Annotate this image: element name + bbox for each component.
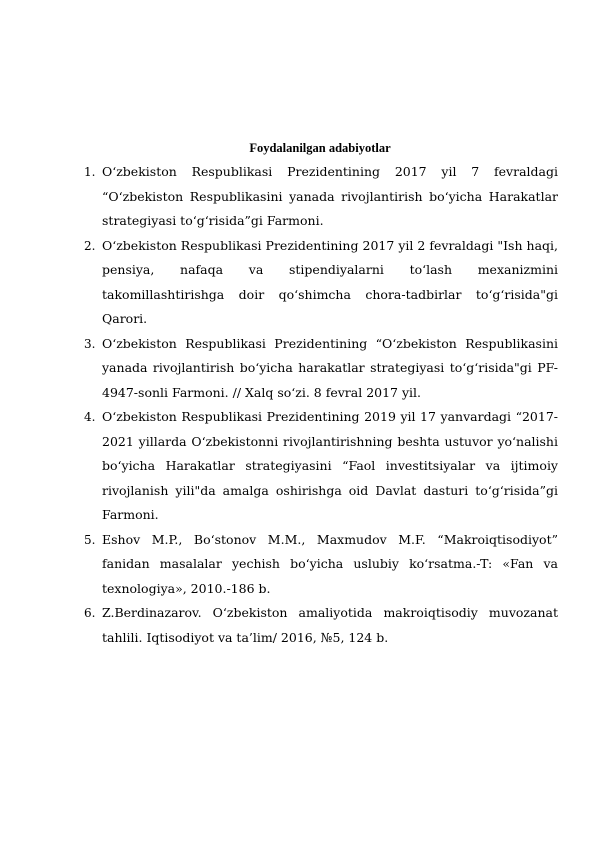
reference-number: 1. — [84, 165, 96, 179]
reference-number: 6. — [84, 606, 96, 620]
reference-item — [0, 234, 595, 332]
reference-text: Z.Berdinazarov. O‘zbekiston amaliyotida makroiqtisodiy muvozanat tahlili. Iqtisodiyot va ta’lim/ 2016, №5, 124 b. — [102, 605, 558, 645]
reference-item — [0, 160, 595, 234]
reference-number: 2. — [84, 238, 96, 253]
reference-text: O‘zbekiston Respublikasi Prezidentining 2017 yil 2 fevraldagi "Ish haqi, pensiya, nafaqa va stipendiyalarni to‘lash mexanizmini takomillashtirishga doir qo‘shimcha chora-tadbirlar to‘g‘risida"gi Qarori. — [102, 237, 558, 326]
references-heading: Foydalanilgan adabiyotlar — [249, 141, 391, 155]
reference-text: O‘zbekiston Respublikasi Prezidentining 2019 yil 17 yanvardagi “2017-2021 yillarda O‘zbekistonni rivojlantirishning beshta ustuvor yo‘nalishi bo‘yicha Harakatlar strategiyasini “Faol investitsiyalar va ijtimoiy rivojlanish yili"da amalga oshirishga oid Davlat dasturi to‘g‘risida”gi Farmoni. — [102, 409, 558, 522]
reference-item — [0, 601, 595, 650]
reference-item — [0, 332, 595, 406]
reference-number: 4. — [84, 410, 96, 424]
reference-number: 3. — [84, 336, 96, 351]
reference-item — [0, 405, 595, 528]
reference-item — [0, 528, 595, 602]
reference-text: O‘zbekiston Respublikasi Prezidentining “O‘zbekiston Respublikasini yanada rivojlantirish bo‘yicha harakatlar strategiyasi to‘g‘risida"gi PF-4947-sonli Farmoni. // Xalq so‘zi. 8 fevral 2017 yil. — [102, 335, 558, 400]
reference-text: Eshov M.P., Bo‘stonov M.M., Maxmudov M.F. “Makroiqtisodiyot” fanidan masalalar yechish bo‘yicha uslubiy ko‘rsatma.-T: «Fan va texnologiya», 2010.-186 b. — [102, 531, 558, 596]
reference-number: 5. — [84, 532, 96, 547]
references-list — [0, 160, 595, 650]
reference-text: O‘zbekiston Respublikasi Prezidentining 2017 yil 7 fevraldagi “O‘zbekiston Respublikasini yanada rivojlantirish bo‘yicha Harakatlar strategiyasi to‘g‘risida”gi Farmoni. — [102, 164, 558, 228]
